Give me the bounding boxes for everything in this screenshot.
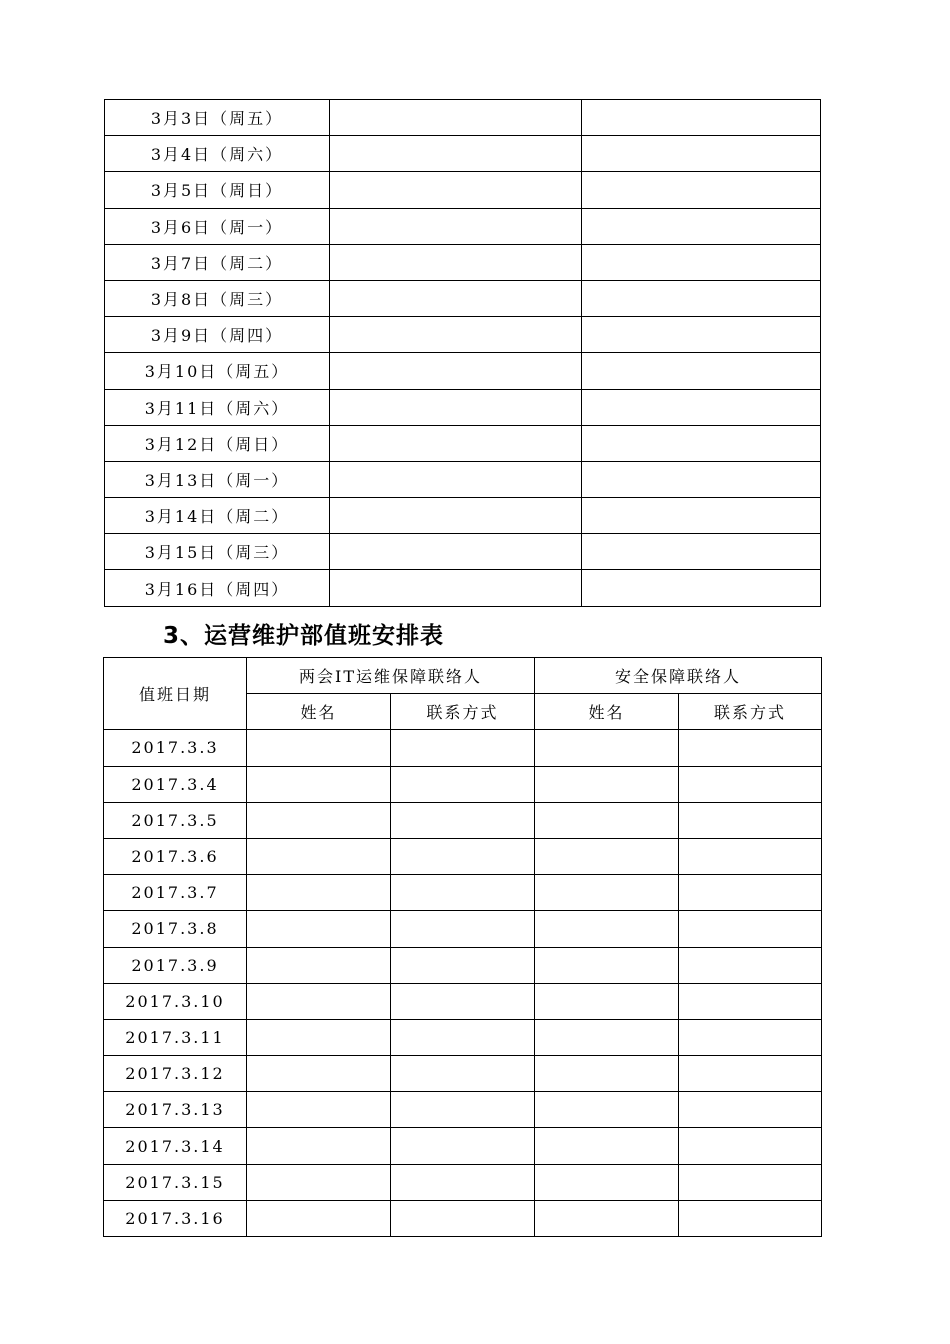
table-row [105,136,821,172]
table-row [104,766,822,802]
empty-cell[interactable] [330,136,582,172]
it-contact-cell[interactable] [391,1200,535,1236]
security-contact-cell[interactable] [679,875,822,911]
date-cell: 2017.3.5 [104,802,247,838]
table-row [104,1164,822,1200]
empty-cell[interactable] [582,244,821,280]
it-contact-cell[interactable] [391,983,535,1019]
it-contact-cell[interactable] [391,1164,535,1200]
it-name-cell[interactable] [247,1200,391,1236]
security-name-cell[interactable] [535,947,679,983]
empty-cell[interactable] [330,389,582,425]
table-row [105,172,821,208]
empty-cell[interactable] [330,534,582,570]
date-cell: 2017.3.12 [104,1056,247,1092]
date-cell: 3月8日（周三） [105,280,330,316]
security-name-cell[interactable] [535,1056,679,1092]
it-contact-cell[interactable] [391,911,535,947]
security-contact-cell[interactable] [679,911,822,947]
it-contact-cell[interactable] [391,838,535,874]
security-contact-cell[interactable] [679,730,822,766]
empty-cell[interactable] [582,534,821,570]
empty-cell[interactable] [330,353,582,389]
date-cell: 3月15日（周三） [105,534,330,570]
security-contact-cell[interactable] [679,802,822,838]
security-name-cell[interactable] [535,911,679,947]
empty-cell[interactable] [582,498,821,534]
table-row [105,389,821,425]
table-row [104,838,822,874]
ops-duty-table-body [104,730,822,1237]
table-row [105,425,821,461]
date-cell: 3月5日（周日） [105,172,330,208]
date-cell: 3月11日（周六） [105,389,330,425]
security-contact-cell[interactable] [679,838,822,874]
empty-cell[interactable] [330,461,582,497]
table-row [104,1092,822,1128]
empty-cell[interactable] [582,172,821,208]
date-cell: 3月14日（周二） [105,498,330,534]
it-contact-cell[interactable] [391,1128,535,1164]
header-row-group [104,658,822,694]
table-row [105,280,821,316]
header-duty-date: 值班日期 [104,658,247,730]
security-name-cell[interactable] [535,875,679,911]
date-cell: 2017.3.14 [104,1128,247,1164]
empty-cell[interactable] [330,100,582,136]
table-row [104,875,822,911]
empty-cell[interactable] [582,280,821,316]
date-cell: 3月4日（周六） [105,136,330,172]
date-cell: 2017.3.7 [104,875,247,911]
security-name-cell[interactable] [535,1019,679,1055]
security-name-cell[interactable] [535,838,679,874]
security-name-cell[interactable] [535,1164,679,1200]
it-contact-cell[interactable] [391,730,535,766]
security-contact-cell[interactable] [679,1128,822,1164]
security-name-cell[interactable] [535,730,679,766]
security-name-cell[interactable] [535,766,679,802]
table-row [104,1200,822,1236]
table-row [105,244,821,280]
it-name-cell[interactable] [247,730,391,766]
table-row [105,534,821,570]
it-name-cell[interactable] [247,1128,391,1164]
ops-duty-table [103,657,822,1237]
date-cell: 3月12日（周日） [105,425,330,461]
empty-cell[interactable] [582,570,821,606]
empty-cell[interactable] [582,136,821,172]
date-cell: 3月16日（周四） [105,570,330,606]
header-security-name: 姓名 [535,694,679,730]
table-row [104,1128,822,1164]
security-name-cell[interactable] [535,1200,679,1236]
date-cell: 2017.3.10 [104,983,247,1019]
table-row [105,461,821,497]
date-cell: 2017.3.15 [104,1164,247,1200]
empty-cell[interactable] [330,317,582,353]
it-contact-cell[interactable] [391,1019,535,1055]
table-row [105,317,821,353]
date-cell: 2017.3.8 [104,911,247,947]
empty-cell[interactable] [582,100,821,136]
it-contact-cell[interactable] [391,875,535,911]
empty-cell[interactable] [582,353,821,389]
it-name-cell[interactable] [247,838,391,874]
empty-cell[interactable] [330,208,582,244]
table-row [105,208,821,244]
table-row [105,353,821,389]
security-contact-cell[interactable] [679,1200,822,1236]
security-contact-cell[interactable] [679,1019,822,1055]
it-name-cell[interactable] [247,766,391,802]
header-it-name: 姓名 [247,694,391,730]
date-cell: 3月7日（周二） [105,244,330,280]
date-cell: 3月13日（周一） [105,461,330,497]
duty-table-upper-body [105,100,821,607]
empty-cell[interactable] [330,280,582,316]
table-row [104,983,822,1019]
empty-cell[interactable] [330,425,582,461]
header-it-contact: 联系方式 [391,694,535,730]
it-contact-cell[interactable] [391,766,535,802]
table-row [105,570,821,606]
duty-table-upper [104,99,821,607]
date-cell: 2017.3.6 [104,838,247,874]
security-contact-cell[interactable] [679,1092,822,1128]
section-title: 3、运营维护部值班安排表 [163,623,445,649]
it-name-cell[interactable] [247,875,391,911]
empty-cell[interactable] [330,244,582,280]
date-cell: 3月9日（周四） [105,317,330,353]
table-row [105,498,821,534]
security-contact-cell[interactable] [679,766,822,802]
date-cell: 3月6日（周一） [105,208,330,244]
security-name-cell[interactable] [535,983,679,1019]
it-name-cell[interactable] [247,911,391,947]
it-name-cell[interactable] [247,1164,391,1200]
it-name-cell[interactable] [247,1056,391,1092]
header-security-contact-group: 安全保障联络人 [535,658,822,694]
it-contact-cell[interactable] [391,1056,535,1092]
empty-cell[interactable] [330,570,582,606]
security-name-cell[interactable] [535,802,679,838]
empty-cell[interactable] [582,208,821,244]
table-row [105,100,821,136]
empty-cell[interactable] [582,461,821,497]
date-cell: 2017.3.3 [104,730,247,766]
empty-cell[interactable] [330,498,582,534]
security-contact-cell[interactable] [679,1056,822,1092]
it-name-cell[interactable] [247,1092,391,1128]
date-cell: 2017.3.13 [104,1092,247,1128]
header-security-contact: 联系方式 [679,694,822,730]
it-contact-cell[interactable] [391,802,535,838]
date-cell: 2017.3.11 [104,1019,247,1055]
date-cell: 2017.3.9 [104,947,247,983]
empty-cell[interactable] [582,389,821,425]
it-name-cell[interactable] [247,983,391,1019]
it-contact-cell[interactable] [391,947,535,983]
date-cell: 2017.3.4 [104,766,247,802]
security-name-cell[interactable] [535,1128,679,1164]
security-contact-cell[interactable] [679,947,822,983]
security-contact-cell[interactable] [679,983,822,1019]
table-row [104,911,822,947]
it-contact-cell[interactable] [391,1092,535,1128]
table-row [104,947,822,983]
security-contact-cell[interactable] [679,1164,822,1200]
it-name-cell[interactable] [247,802,391,838]
empty-cell[interactable] [330,172,582,208]
table-row [104,1019,822,1055]
empty-cell[interactable] [582,425,821,461]
table-row [104,1056,822,1092]
date-cell: 3月3日（周五） [105,100,330,136]
empty-cell[interactable] [582,317,821,353]
table-row [104,802,822,838]
security-name-cell[interactable] [535,1092,679,1128]
it-name-cell[interactable] [247,1019,391,1055]
table-row [104,730,822,766]
date-cell: 3月10日（周五） [105,353,330,389]
header-it-contact-group: 两会IT运维保障联络人 [247,658,535,694]
it-name-cell[interactable] [247,947,391,983]
date-cell: 2017.3.16 [104,1200,247,1236]
